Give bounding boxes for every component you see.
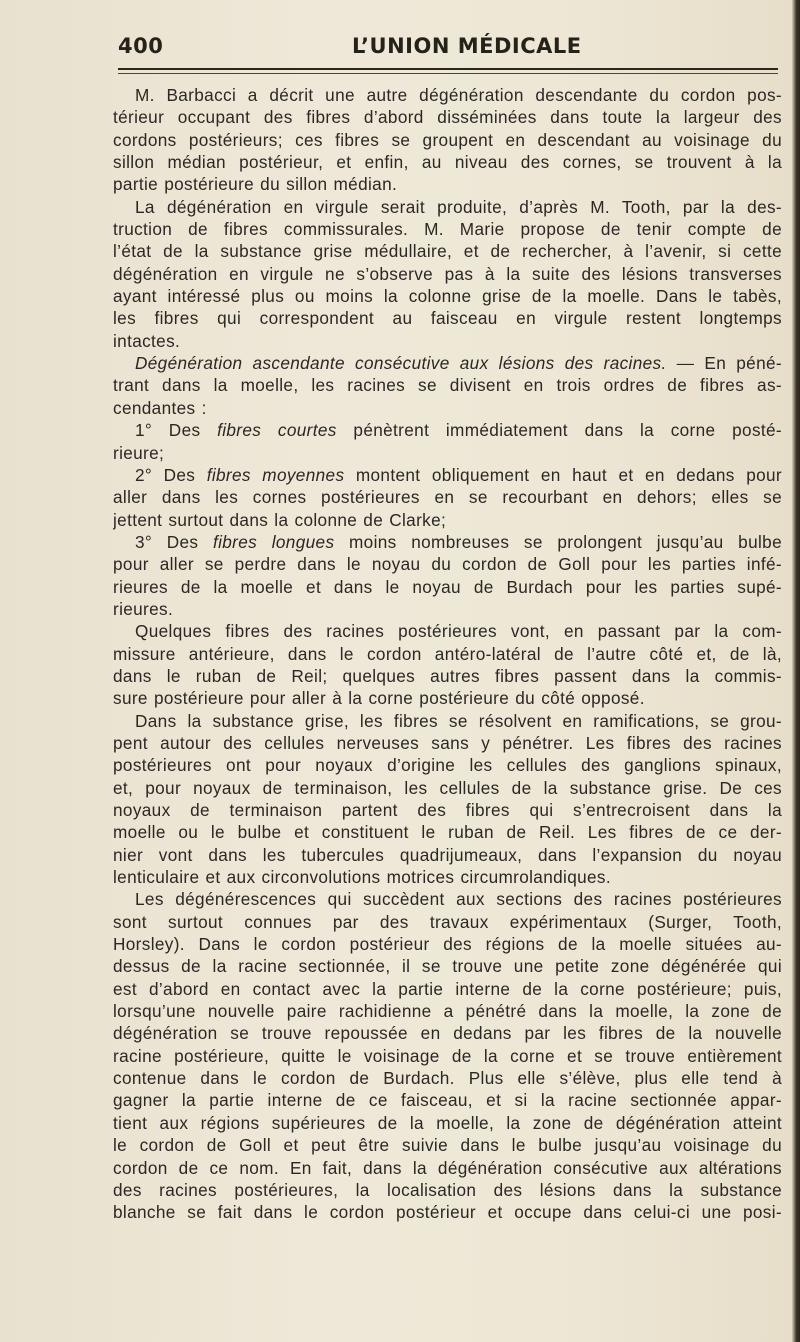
running-title: L’UNION MÉDICALE xyxy=(352,34,582,58)
text-line: cordon de ce nom. En fait, dans la dégénération consécutive aux altérations xyxy=(113,1157,782,1178)
text-line: missure antérieure, dans le cordon antéro-latéral de l’autre côté et, de là, xyxy=(113,643,782,664)
text-line: aller dans les cornes postérieures en se recourbant en dehors; elles se xyxy=(113,487,782,508)
italic-span: fibres longues xyxy=(212,531,335,552)
text-line: noyaux de terminaison partent des fibres qui s’entrecroisent dans la xyxy=(113,800,782,820)
text-line: postérieures ont pour noyaux d’origine les cellules des ganglions spinaux, xyxy=(113,755,782,776)
text-line: sure postérieure pour aller à la corne postérieure du côté opposé. xyxy=(113,688,645,709)
text-line: racine postérieure, quitte le voisinage de la corne et se trouve entièrement xyxy=(113,1045,782,1066)
article-body xyxy=(113,84,782,1224)
italic-span: fibres moyennes xyxy=(206,464,345,485)
text-line: rieures. xyxy=(113,598,174,619)
text-line: moelle ou le bulbe et constituent le ruban de Reil. Les fibres de ce der- xyxy=(113,822,782,843)
page-edge-shadow xyxy=(792,0,800,1342)
text-line: truction de fibres commissurales. M. Marie propose de tenir compte de xyxy=(113,219,782,240)
text-line: Dégénération ascendante consécutive aux lésions des racines. — En péné- xyxy=(135,353,782,374)
text-line: lenticulaire et aux circonvolutions motrices circumrolandiques. xyxy=(113,867,612,888)
text-line: partie postérieure du sillon médian. xyxy=(113,174,398,195)
text-line: La dégénération en virgule serait produite, d’après M. Tooth, par la des- xyxy=(135,196,782,217)
text-line: rieures de la moelle et dans le noyau de Burdach pour les parties supé- xyxy=(113,576,782,597)
text-line: lorsqu’une nouvelle paire rachidienne a pénétré dans la moelle, la zone de xyxy=(113,1001,782,1022)
text-line: Quelques fibres des racines postérieures vont, en passant par la com- xyxy=(135,621,782,642)
text-line: dans le ruban de Reil; quelques autres fibres passent dans la commis- xyxy=(113,665,782,686)
text-line: trant dans la moelle, les racines se divisent en trois ordres de fibres as- xyxy=(113,375,782,396)
header-rule xyxy=(118,68,778,70)
text-line: Les dégénérescences qui succèdent aux sections des racines postérieures xyxy=(135,889,782,910)
header-rule-thin xyxy=(118,73,778,74)
text-line: M. Barbacci a décrit une autre dégénération descendante du cordon pos- xyxy=(135,85,782,105)
text-line: contenue dans le cordon de Burdach. Plus elle s’élève, plus elle tend à xyxy=(113,1068,782,1089)
text-line: 2° Des fibres moyennes montent obliquement en haut et en dedans pour xyxy=(135,464,782,485)
italic-span: fibres courtes xyxy=(217,420,337,441)
text-line: térieur occupant des fibres d’abord disséminées dans toute la largeur des xyxy=(113,107,782,128)
text-line: Dans la substance grise, les fibres se résolvent en ramifications, se grou- xyxy=(135,710,782,731)
text-line: gagner la partie interne de ce faisceau, et si la racine sectionnée appar- xyxy=(113,1090,782,1111)
page-header xyxy=(112,30,780,64)
text-line: blanche se fait dans le cordon postérieur et occupe dans celui-ci une posi- xyxy=(113,1202,782,1223)
text-line: le cordon de Goll et peut être suivie dans le bulbe jusqu’au voisinage du xyxy=(113,1135,782,1156)
text-line: sillon médian postérieur, et enfin, au niveau des cornes, se trouvent à la xyxy=(113,152,782,173)
text-line: tient aux régions supérieures de la moelle, la zone de dégénération atteint xyxy=(113,1112,782,1133)
text-line: rieure; xyxy=(113,442,165,463)
text-line: jettent surtout dans la colonne de Clarke; xyxy=(113,509,447,530)
text-line: nier vont dans les tubercules quadrijumeaux, dans l’expansion du noyau xyxy=(113,844,782,865)
text-line: pour aller se perdre dans le noyau du cordon de Goll pour les parties infé- xyxy=(113,554,782,575)
text-line: pent autour des cellules nerveuses sans y pénétrer. Les fibres des racines xyxy=(113,732,782,753)
text-line: 1° Des fibres courtes pénètrent immédiatement dans la corne posté- xyxy=(135,420,782,441)
text-line: des racines postérieures, la localisation des lésions dans la substance xyxy=(113,1179,782,1200)
text-line: l’état de la substance grise médullaire, et de rechercher, à l’avenir, si cette xyxy=(113,241,782,262)
text-line: intactes. xyxy=(113,330,181,351)
text-line: cordons postérieurs; ces fibres se groupent en descendant au voisinage du xyxy=(113,129,782,150)
text-line: dégénération se trouve repoussée en dedans par les fibres de la nouvelle xyxy=(113,1023,782,1044)
page-number: 400 xyxy=(118,34,164,58)
text-line: les fibres qui correspondent au faisceau en virgule restent longtemps xyxy=(113,308,782,329)
text-line: cendantes : xyxy=(113,397,207,418)
text-line: dessus de la racine sectionnée, il se trouve une petite zone dégénérée qui xyxy=(113,956,782,977)
text-line: et, pour noyaux de terminaison, les cellules de la substance grise. De ces xyxy=(113,777,782,798)
text-line: dégénération en virgule ne s’observe pas à la suite des lésions transverses xyxy=(113,263,782,284)
italic-span: Dégénération ascendante consécutive aux lésions des racines. xyxy=(135,353,667,374)
text-line: 3° Des fibres longues moins nombreuses se prolongent jusqu’au bulbe xyxy=(135,531,782,552)
text-line: Horsley). Dans le cordon postérieur des régions de la moelle situées au- xyxy=(113,934,782,955)
text-line: est d’abord en contact avec la partie interne de la corne postérieure; puis, xyxy=(113,978,782,999)
text-line: ayant intéressé plus ou moins la colonne grise de la moelle. Dans le tabès, xyxy=(113,286,782,307)
text-line: sont surtout connues par des travaux expérimentaux (Surger, Tooth, xyxy=(113,911,782,932)
